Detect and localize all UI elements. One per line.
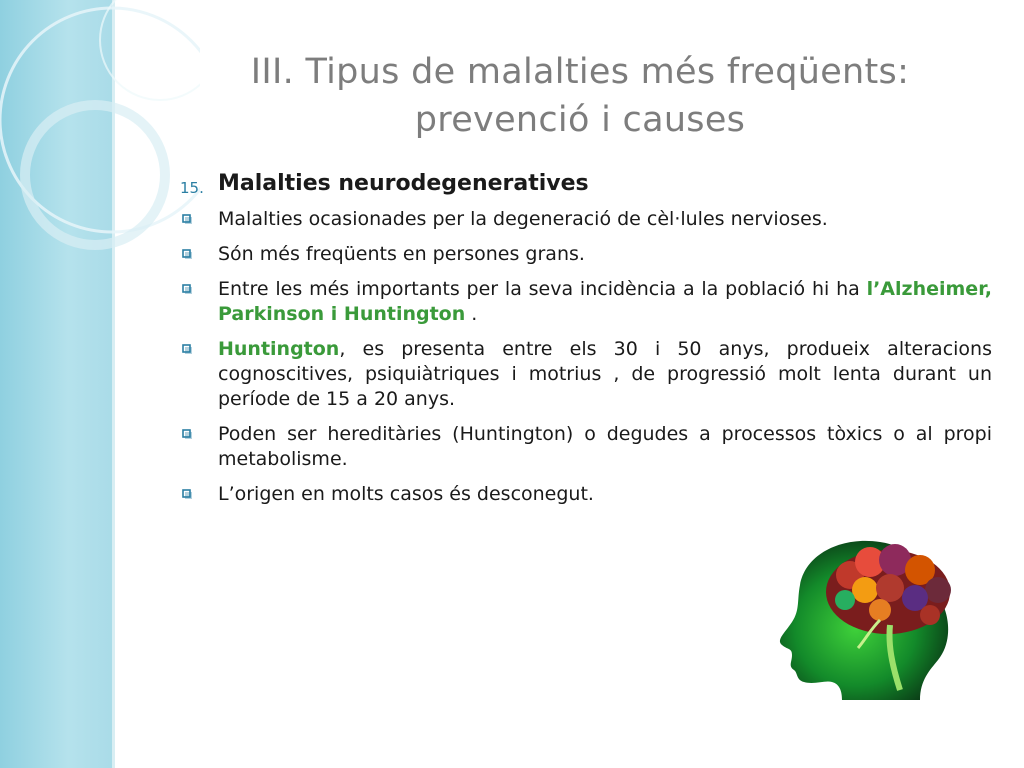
hollow-square-bullet-icon (182, 284, 192, 294)
section-heading (180, 170, 992, 198)
hollow-square-bullet-icon (182, 489, 192, 499)
bullet-text: Entre les més importants per la seva incidència a la població hi ha (218, 278, 867, 300)
bullet-text-end: . (465, 303, 478, 325)
slide-content (180, 170, 992, 517)
hollow-square-bullet-icon (182, 429, 192, 439)
title-line-1: III. Tipus de malalties més freqüents: (250, 52, 910, 92)
brain-head-illustration (770, 530, 980, 705)
decorative-circles (0, 0, 200, 300)
bullet-item (180, 482, 992, 507)
bullet-item (180, 422, 992, 472)
bullet-text: Són més freqüents en persones grans. (218, 243, 585, 265)
hollow-square-bullet-icon (182, 214, 192, 224)
bullet-text: Poden ser hereditàries (Huntington) o degudes a processos tòxics o al propi metabolisme. (218, 423, 992, 470)
bullet-item (180, 207, 992, 232)
highlighted-diseases: l’Alzheimer, Parkinson i Huntington (218, 278, 992, 325)
bullet-item (180, 337, 992, 412)
heading-number: 15. (180, 179, 204, 197)
hollow-square-bullet-icon (182, 249, 192, 259)
highlighted-huntington: Huntington (218, 338, 340, 360)
title-line-2: prevenció i causes (414, 100, 746, 140)
slide-title (150, 48, 1010, 144)
bullet-item (180, 277, 992, 327)
bullet-text: Malalties ocasionades per la degeneració de cèl·lules nervioses. (218, 208, 828, 230)
bullet-text: L’origen en molts casos és desconegut. (218, 483, 594, 505)
hollow-square-bullet-icon (182, 344, 192, 354)
heading-text: Malalties neurodegeneratives (218, 171, 589, 196)
bullet-item (180, 242, 992, 267)
bullet-text: , es presenta entre els 30 i 50 anys, produeix alteracions cognoscitives, psiquiàtriques i motrius , de progressió molt lenta durant un període de 15 a 20 anys. (218, 338, 992, 410)
